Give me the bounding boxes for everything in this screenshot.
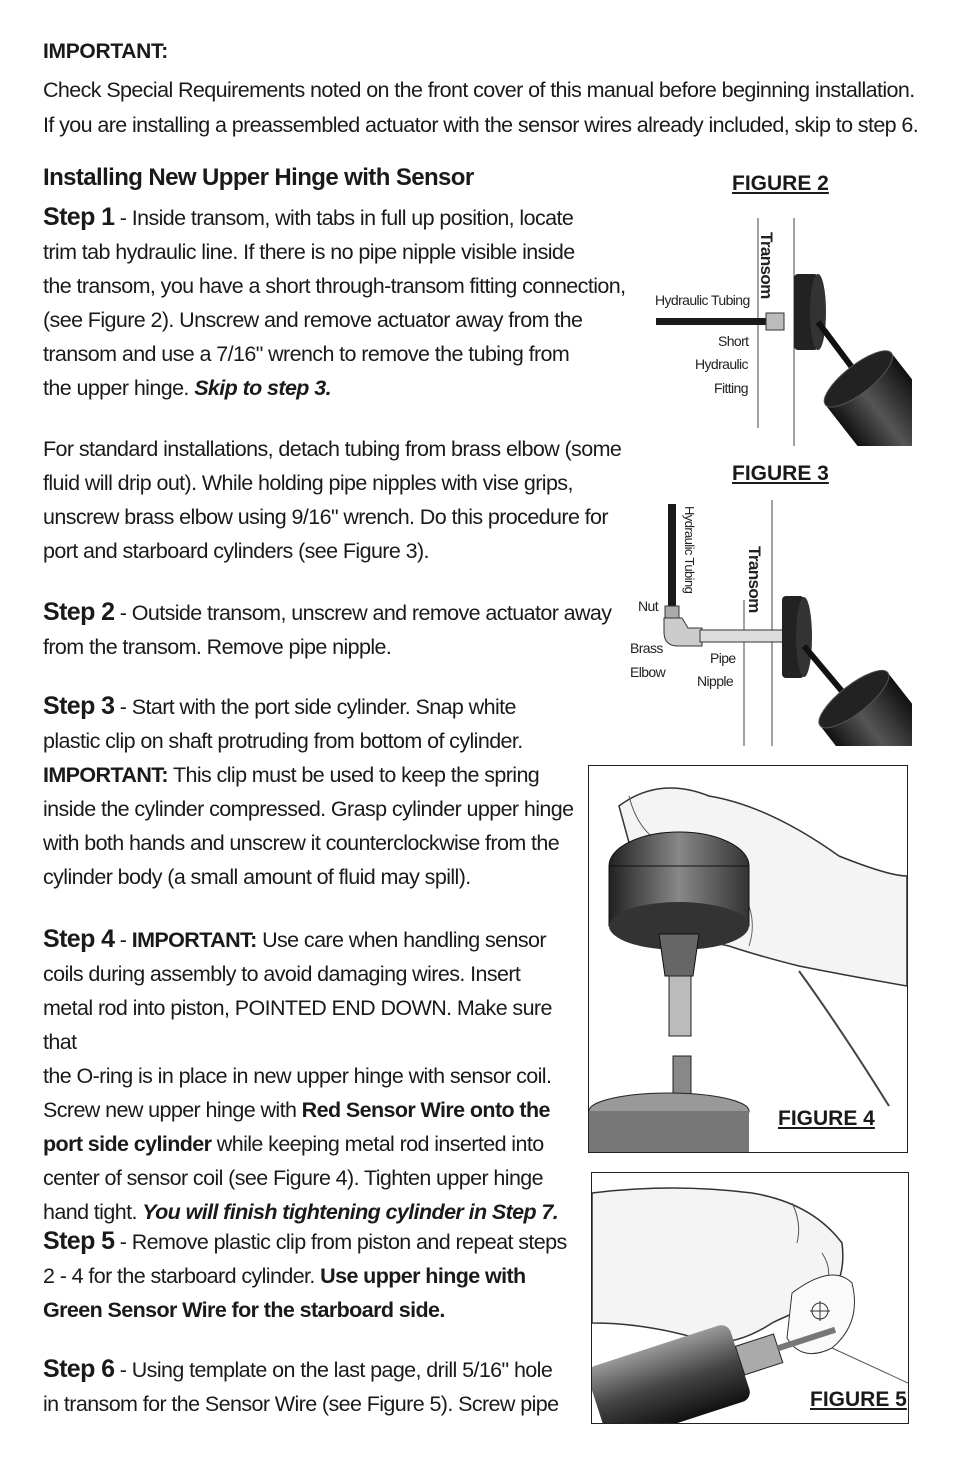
figure2-diagram (648, 218, 912, 446)
step3-important: IMPORTANT: (43, 763, 168, 787)
figure3-diagram (626, 500, 912, 746)
step1-title: Step 1 (43, 203, 115, 231)
figure3-nut-label: Nut (638, 598, 658, 614)
step4-important: IMPORTANT: (131, 928, 257, 952)
step4-paragraph: Step 4 - IMPORTANT: Use care when handling sensor coils during assembly to avoid damaging wires. Insert metal rod into piston, POINTED END DOWN. Make sure that the O-ring is in place in new upper hinge with sensor coil. Screw new upper hinge with Red Sensor Wire onto the port side cylinder while keeping metal rod inserted into center of sensor coil (see Figure 4). Tighten upper hinge hand tight. You will finish tightening cylinder in Step 7. (43, 925, 559, 1224)
section-title: Installing New Upper Hinge with Sensor (43, 164, 474, 191)
figure2-fitting-label-2: Hydraulic (695, 356, 748, 372)
figure3-label: FIGURE 3 (732, 462, 829, 485)
step5-paragraph: Step 5 - Remove plastic clip from piston and repeat steps 2 - 4 for the starboard cylinder. Use upper hinge with Green Sensor Wire for the starboard side. (43, 1227, 567, 1322)
step6-title: Step 6 (43, 1355, 115, 1383)
green-sensor-wire-emphasis: Green Sensor Wire for the starboard side. (43, 1298, 445, 1322)
step6-paragraph: Step 6 - Using template on the last page, drill 5/16" hole in transom for the Sensor Wire (see Figure 5). Screw pipe (43, 1355, 559, 1416)
figure5-frame (591, 1172, 909, 1424)
step2-title: Step 2 (43, 598, 115, 626)
figure4-label: FIGURE 4 (778, 1107, 875, 1130)
step4-title: Step 4 (43, 925, 115, 953)
figure3-nipple-label-1: Pipe (710, 650, 736, 666)
figure5-illustration (592, 1173, 908, 1423)
step5-title: Step 5 (43, 1227, 115, 1255)
figure2-tubing-label: Hydraulic Tubing (655, 292, 750, 308)
step1-paragraph: Step 1 - Inside transom, with tabs in full up position, locate trim tab hydraulic line. If there is no pipe nipple visible inside the transom, you have a short through-transom fitting connection, (see Figure 2). Unscrew and remove actuator away from the transom and use a 7/16" wrench to remove the tubing from the upper hinge. Skip to step 3. (43, 203, 626, 400)
step2-paragraph: Step 2 - Outside transom, unscrew and remove actuator away from the transom. Remove pipe nipple. (43, 598, 612, 659)
red-sensor-wire-emphasis: Red Sensor Wire onto the (301, 1098, 550, 1122)
figure4-illustration (589, 766, 907, 1152)
figure3-elbow-label-1: Brass (630, 640, 663, 656)
figure3-tubing-label: Hydraulic Tubing (682, 506, 697, 594)
figure2-fitting-label-1: Short (718, 333, 749, 349)
finish-tightening-emphasis: You will finish tightening cylinder in Step 7. (142, 1200, 559, 1224)
important-line-1: Check Special Requirements noted on the front cover of this manual before beginning installation. (43, 78, 915, 102)
step3-paragraph: Step 3 - Start with the port side cylinder. Snap white plastic clip on shaft protruding from bottom of cylinder. IMPORTANT: This clip must be used to keep the spring inside the cylinder compressed. Grasp cylinder upper hinge with both hands and unscrew it counterclockwise from the cylinder body (a small amount of fluid may spill). (43, 692, 574, 889)
important-heading: IMPORTANT: (43, 40, 168, 63)
figure5-label: FIGURE 5 (810, 1388, 907, 1411)
step3-title: Step 3 (43, 692, 115, 720)
figure3-nipple-label-2: Nipple (697, 673, 734, 689)
figure3-elbow-label-2: Elbow (630, 664, 666, 680)
figure2-fitting-label-3: Fitting (714, 380, 748, 396)
skip-step3-emphasis: Skip to step 3. (194, 376, 331, 400)
standard-paragraph: For standard installations, detach tubing from brass elbow (some fluid will drip out). While holding pipe nipples with vise grips, unscrew brass elbow using 9/16" wrench. Do this procedure for port and starboard cylinders (see Figure 3). (43, 437, 622, 563)
figure4-frame (588, 765, 908, 1153)
figure3-transom-label: Transom (745, 546, 764, 613)
figure2-label: FIGURE 2 (732, 172, 829, 195)
figure2-transom-label: Transom (757, 232, 776, 299)
important-line-2: If you are installing a preassembled actuator with the sensor wires already included, skip to step 6. (43, 113, 919, 137)
